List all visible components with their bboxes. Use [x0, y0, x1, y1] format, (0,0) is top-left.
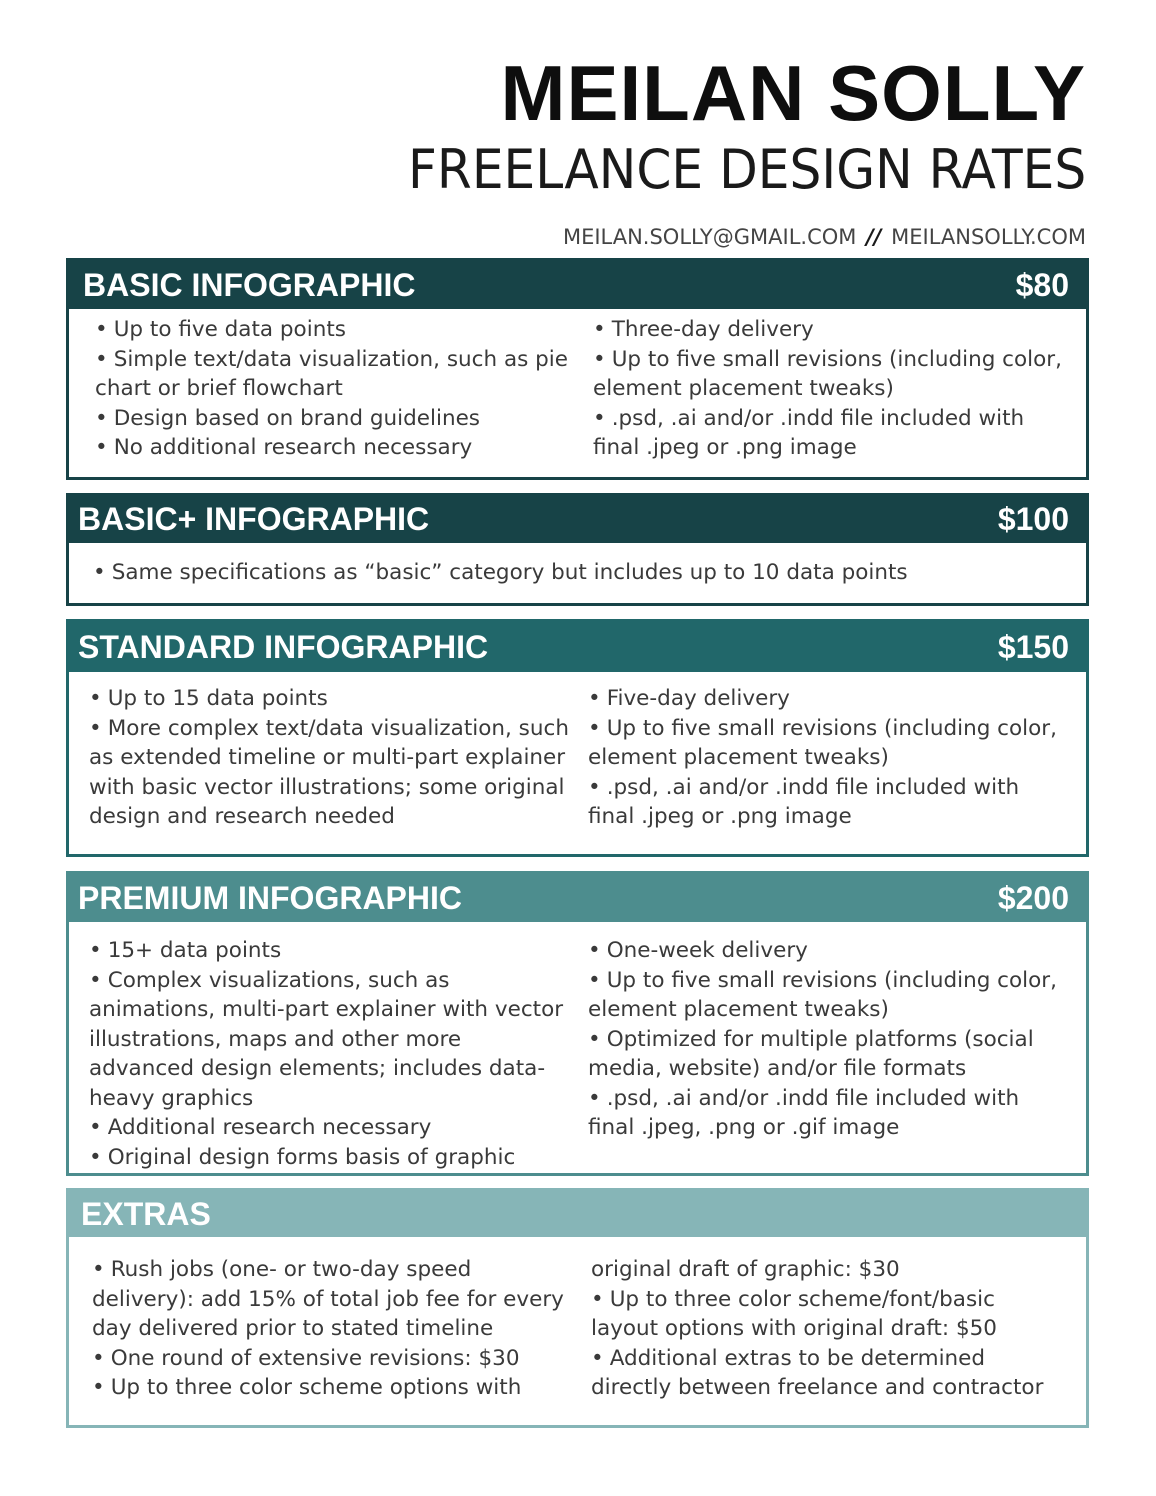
list-item [593, 315, 1066, 345]
list-item [588, 684, 1066, 714]
bullet-point: • [588, 1026, 601, 1052]
contact-line [357, 224, 1086, 250]
bullet-point: • [89, 938, 102, 963]
section-title: EXTRAS [81, 1195, 211, 1232]
list-item [89, 684, 571, 714]
section-header [69, 622, 1086, 672]
section-body [69, 543, 1086, 588]
list-item [92, 1255, 576, 1344]
list-item-text: Three-day delivery [611, 317, 814, 342]
bullet-point: • [92, 1345, 105, 1371]
list-item [92, 1373, 576, 1403]
list-item-text: Additional extras to be determined directly between freelance and contractor [591, 1345, 1044, 1400]
bullet-point: • [92, 1257, 105, 1282]
list-item-text: Simple text/data visualization, such as pie chart or brief flowchart [95, 346, 569, 401]
bullet-point: • [89, 686, 102, 711]
section-body [69, 922, 1086, 1172]
list-item [95, 433, 573, 463]
full-column [93, 558, 908, 588]
list-item [89, 1143, 571, 1173]
section-price: $80 [1015, 266, 1069, 303]
list-item-text: Up to five small revisions (including color, element placement tweaks) [588, 967, 1057, 1022]
list-item-text: Five-day delivery [606, 686, 790, 711]
list-item [591, 1285, 1066, 1344]
bullet-point: • [591, 1286, 604, 1312]
list-item [93, 558, 908, 588]
list-item-text: Up to five data points [113, 317, 346, 342]
bullet-point: • [95, 346, 108, 372]
list-item-text: Up to three color scheme options with [110, 1375, 522, 1400]
list-item [89, 1113, 571, 1143]
bullet-point: • [588, 938, 601, 963]
bullet-point: • [89, 1115, 102, 1140]
section-body [69, 309, 1086, 463]
list-item [89, 714, 571, 832]
list-item-text: Up to three color scheme/font/basic layout options with original draft: $50 [591, 1286, 997, 1341]
document-subtitle: FREELANCE DESIGN RATES [407, 138, 1086, 201]
section-header [69, 1191, 1086, 1237]
bullet-point: • [93, 560, 106, 585]
list-item [588, 966, 1066, 1025]
list-item [591, 1344, 1066, 1403]
right-column [593, 315, 1066, 463]
list-item-text: .psd, .ai and/or .indd file included with final .jpeg or .png image [588, 774, 1020, 829]
bullet-point: • [588, 967, 601, 993]
bullet-point: • [588, 774, 601, 800]
section-title: BASIC+ INFOGRAPHIC [78, 501, 430, 537]
list-item-text: Additional research necessary [107, 1115, 432, 1140]
list-item-text: Same specifications as “basic” category but includes up to 10 data points [111, 560, 908, 585]
list-item-text: Original design forms basis of graphic [107, 1144, 516, 1170]
bullet-point: • [89, 1144, 102, 1170]
list-item-text: One-week delivery [606, 938, 808, 963]
left-column [89, 684, 571, 832]
section-price: $150 [997, 628, 1069, 665]
list-item-text: Rush jobs (one- or two-day speed delivery): add 15% of total job fee for every day delivered prior to stated timeline [92, 1257, 564, 1341]
basic-plus-infographic-section [66, 493, 1089, 606]
designer-name: MEILAN SOLLY [500, 49, 1086, 137]
bullet-point: • [95, 435, 108, 460]
section-title: STANDARD INFOGRAPHIC [78, 628, 489, 665]
bullet-point: • [92, 1375, 105, 1400]
left-column [92, 1255, 576, 1403]
email-link[interactable]: MEILAN.SOLLY@GMAIL.COM [562, 225, 857, 249]
bullet-point: • [588, 686, 601, 711]
premium-infographic-section [66, 871, 1089, 1176]
list-item [89, 966, 571, 1114]
list-item-text: Up to 15 data points [107, 686, 328, 711]
bullet-point: • [588, 1085, 601, 1111]
document-header [357, 50, 1086, 250]
list-item [593, 345, 1066, 404]
right-column [591, 1255, 1066, 1403]
left-column [95, 315, 573, 463]
right-list [591, 1285, 1066, 1403]
list-item [89, 936, 571, 966]
list-item-continuation: original draft of graphic: $30 [591, 1257, 900, 1282]
bullet-point: • [89, 715, 102, 741]
list-item [95, 345, 573, 404]
list-item [588, 773, 1066, 832]
section-header [69, 496, 1086, 543]
list-item [593, 404, 1066, 463]
section-price: $100 [997, 501, 1069, 537]
list-item-text: Complex visualizations, such as animations, multi-part explainer with vector illustrations, maps and other more advanced design elements; includes data-heavy graphics [89, 967, 564, 1111]
bullet-point: • [95, 405, 108, 431]
basic-infographic-section [66, 258, 1089, 480]
extras-section [66, 1188, 1089, 1428]
contact-separator: // [866, 225, 882, 249]
right-column [588, 684, 1066, 832]
bullet-point: • [593, 317, 606, 342]
list-item [588, 1025, 1066, 1084]
list-item [588, 714, 1066, 773]
section-header [69, 261, 1086, 309]
list-item-text: Optimized for multiple platforms (social media, website) and/or file formats [588, 1026, 1034, 1081]
list-item-text: 15+ data points [107, 938, 282, 963]
list-item-text: One round of extensive revisions: $30 [110, 1345, 520, 1371]
list-item-text: .psd, .ai and/or .indd file included with final .jpeg or .png image [593, 405, 1025, 460]
bullet-point: • [593, 346, 606, 372]
list-item [588, 1084, 1066, 1143]
list-item [588, 936, 1066, 966]
bullet-point: • [89, 967, 102, 993]
website-link[interactable]: MEILANSOLLY.COM [891, 225, 1086, 249]
left-column [89, 936, 571, 1172]
list-item-text: More complex text/data visualization, such as extended timeline or multi-part explainer with basic vector illustrations; some original design and research needed [89, 715, 569, 829]
list-item-text: .psd, .ai and/or .indd file included with final .jpeg, .png or .gif image [588, 1085, 1020, 1140]
section-title: PREMIUM INFOGRAPHIC [78, 879, 462, 916]
list-item-text: No additional research necessary [113, 435, 473, 460]
section-body [69, 1237, 1086, 1403]
bullet-point: • [95, 317, 108, 342]
list-item [95, 315, 573, 345]
section-title: BASIC INFOGRAPHIC [83, 266, 416, 303]
bullet-point: • [588, 715, 601, 741]
section-header [69, 874, 1086, 922]
right-column [588, 936, 1066, 1172]
list-item [95, 404, 573, 434]
list-item-text: Up to five small revisions (including color, element placement tweaks) [593, 346, 1062, 401]
standard-infographic-section [66, 619, 1089, 857]
list-item-text: Design based on brand guidelines [113, 405, 480, 431]
list-item [92, 1344, 576, 1374]
bullet-point: • [591, 1345, 604, 1371]
list-item-text: Up to five small revisions (including color, element placement tweaks) [588, 715, 1057, 770]
section-price: $200 [997, 879, 1069, 916]
section-body [69, 672, 1086, 832]
bullet-point: • [593, 405, 606, 431]
